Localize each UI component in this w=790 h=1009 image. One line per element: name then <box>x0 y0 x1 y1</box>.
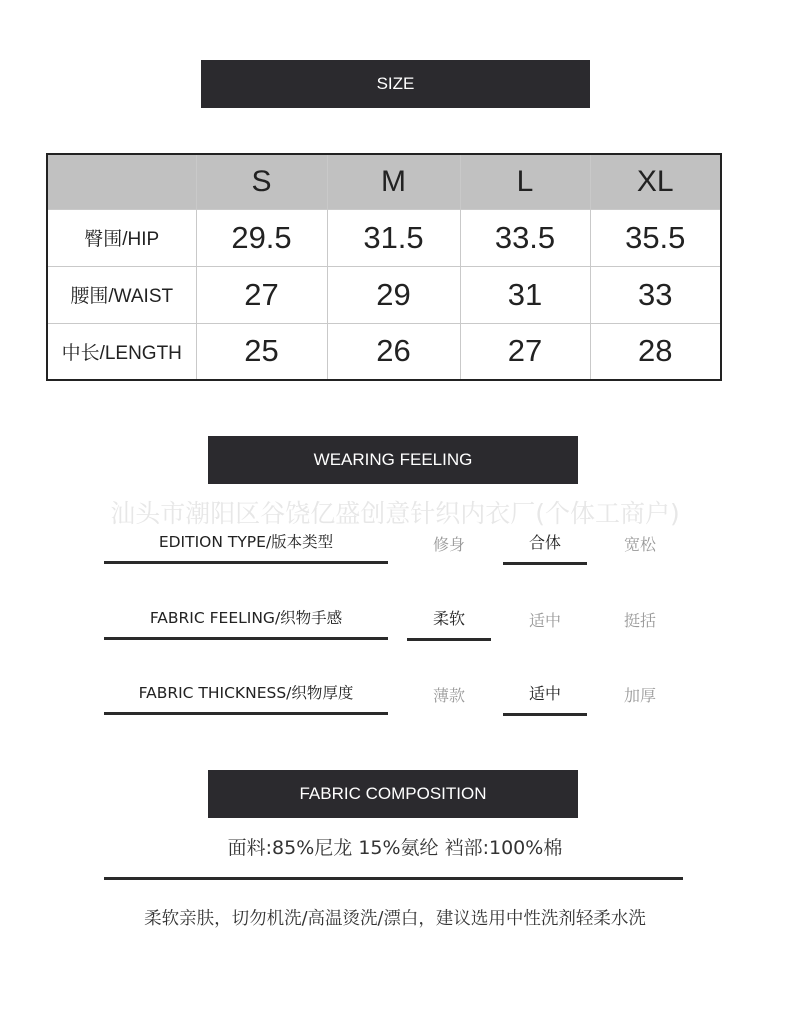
thickness-option-thick: 加厚 <box>623 686 656 705</box>
feeling-option-medium: 适中 <box>528 611 561 630</box>
size-table-header-row <box>47 154 721 209</box>
table-cell: 25 <box>196 323 327 380</box>
table-cell: 31 <box>460 266 590 323</box>
table-cell: 29.5 <box>196 209 327 266</box>
table-row <box>47 323 721 380</box>
thickness-option-medium: 适中 <box>503 681 587 716</box>
size-header-xl: XL <box>590 154 721 209</box>
edition-option-loose: 宽松 <box>623 535 656 554</box>
table-row <box>47 266 721 323</box>
fabric-composition-title: FABRIC COMPOSITION <box>208 770 578 818</box>
table-cell: 35.5 <box>590 209 721 266</box>
table-cell: 27 <box>196 266 327 323</box>
size-header-s: S <box>196 154 327 209</box>
feeling-option-crisp: 挺括 <box>623 611 656 630</box>
edition-option-regular: 合体 <box>503 530 587 565</box>
wearing-feeling-title: WEARING FEELING <box>208 436 578 484</box>
care-instructions: 柔软亲肤，切勿机洗/高温烫洗/漂白，建议选用中性洗剂轻柔水洗 <box>144 909 646 929</box>
table-cell: 29 <box>327 266 460 323</box>
table-row <box>47 209 721 266</box>
table-cell: 26 <box>327 323 460 380</box>
thickness-option-thin: 薄款 <box>432 686 465 705</box>
size-header-m: M <box>327 154 460 209</box>
size-section-title: SIZE <box>201 60 590 108</box>
table-cell: 33 <box>590 266 721 323</box>
row-label-hip: 臀围/HIP <box>47 209 196 266</box>
size-header-blank <box>47 154 196 209</box>
table-cell: 33.5 <box>460 209 590 266</box>
fabric-thickness-label: FABRIC THICKNESS/织物厚度 <box>104 681 388 715</box>
table-cell: 31.5 <box>327 209 460 266</box>
feeling-option-soft: 柔软 <box>407 606 491 641</box>
row-label-length: 中长/LENGTH <box>47 323 196 380</box>
row-label-waist: 腰围/WAIST <box>47 266 196 323</box>
composition-text: 面料:85%尼龙 15%氨纶 裆部:100%棉 <box>227 837 563 859</box>
edition-option-slim: 修身 <box>432 535 465 554</box>
size-table <box>46 153 722 381</box>
table-cell: 27 <box>460 323 590 380</box>
divider <box>104 877 683 880</box>
fabric-feeling-label: FABRIC FEELING/织物手感 <box>104 606 388 640</box>
edition-type-label: EDITION TYPE/版本类型 <box>104 530 388 564</box>
table-cell: 28 <box>590 323 721 380</box>
size-header-l: L <box>460 154 590 209</box>
watermark-text: 汕头市潮阳区谷饶亿盛创意针织内衣厂(个体工商户) <box>110 499 680 528</box>
